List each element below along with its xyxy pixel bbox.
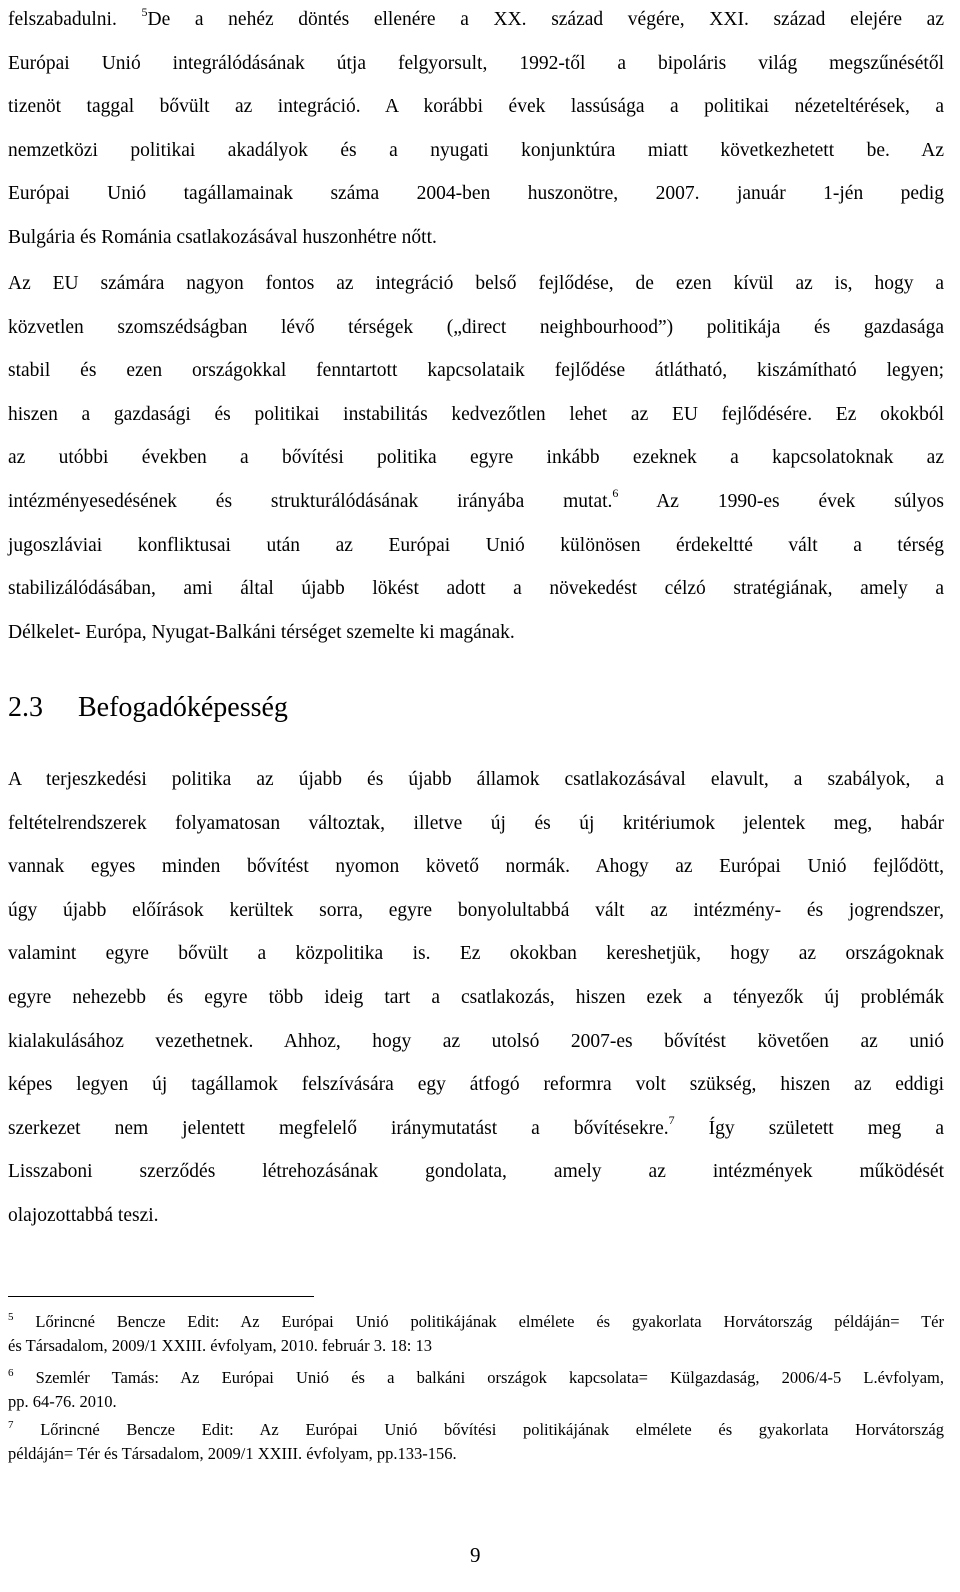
text-line: kialakulásához vezethetnek. Ahhoz, hogy az utolsó 2007-es bővítést követően az unió — [8, 1030, 944, 1052]
text-line: képes legyen új tagállamok felszívására egy átfogó reformra volt szükség, hiszen az eddigi — [8, 1074, 944, 1096]
section-title: Befogadóképesség — [78, 692, 288, 723]
text-line: közvetlen szomszédságban lévő térségek („direct neighbourhood”) politikája és gazdasága — [8, 316, 944, 338]
footnote-line: pp. 64-76. 2010. — [8, 1392, 117, 1411]
footnote-5 — [8, 1310, 944, 1358]
text-line: úgy újabb előírások kerültek sorra, egyre bonyolultabbá vált az intézmény- és jogrendszer, — [8, 899, 944, 921]
text-line: feltételrendszerek folyamatosan változtak, illetve új és új kritériumok jelentek meg, habár — [8, 812, 944, 834]
text-line: Délkelet- Európa, Nyugat-Balkáni térséget szemelte ki magának. — [8, 621, 515, 643]
text-line: egyre nehezebb és egyre több ideig tart a csatlakozás, hiszen ezek a tényezők új problémák — [8, 986, 944, 1008]
text-line: Európai Unió tagállamainak száma 2004-ben huszonötre, 2007. január 1-jén pedig — [8, 183, 944, 205]
footnote-line: $^5$ Lőrincné Bencze Edit: Az Európai Unió politikájának elmélete és gyakorlata Horvátország példáján= Tér — [8, 1310, 945, 1331]
page-number: 9 — [470, 1543, 481, 1567]
text-line: Lisszaboni szerződés létrehozásának gondolata, amely az intézmények működését — [8, 1161, 944, 1183]
text-line: tizenöt taggal bővült az integráció. A korábbi évek lassúsága a politikai nézeteltérések, a — [8, 96, 944, 118]
section-number: 2.3 — [8, 692, 43, 723]
paragraph-3 — [8, 758, 944, 1238]
footnote-number: 5 — [8, 1310, 14, 1323]
text-line: az utóbbi években a bővítési politika egyre inkább ezeknek a kapcsolatoknak az — [8, 447, 944, 469]
text-line: stabilizálódásában, ami által újabb lökést adott a növekedést célzó stratégiának, amely a — [8, 578, 944, 600]
text-line: A terjeszkedési politika az újabb és újabb államok csatlakozásával elavult, a szabályok, a — [8, 769, 944, 790]
footnote-6 — [8, 1366, 944, 1414]
footnote-line: és Társadalom, 2009/1 XXIII. évfolyam, 2010. február 3. 18: 13 — [8, 1336, 433, 1355]
text-line: valamint egyre bővült a közpolitika is. Ez okokban kereshetjük, hogy az országoknak — [8, 943, 944, 965]
footnote-number: 7 — [8, 1418, 14, 1431]
text-line: Bulgária és Románia csatlakozásával huszonhétre nőtt. — [8, 226, 437, 248]
paragraph-2 — [8, 262, 944, 654]
text-line: stabil és ezen országokkal fenntartott kapcsolataik fejlődése átlátható, kiszámítható legyen; — [8, 360, 944, 382]
text-line: intézményesedésének és strukturálódásának irányába mutat.$^6$ Az 1990-es évek súlyos — [8, 486, 944, 512]
footnote-line: $^6$ Szemlér Tamás: Az Európai Unió és a balkáni országok kapcsolata= Külgazdaság, 2006/4-5 L.évfolyam, — [8, 1366, 945, 1387]
footnote-ref-5[interactable]: 5 — [141, 4, 148, 19]
text-line: Európai Unió integrálódásának útja felgyorsult, 1992-től a bipoláris világ megszűnésétől — [8, 52, 944, 74]
text-line: vannak egyes minden bővítést nyomon követő normák. Ahogy az Európai Unió fejlődött, — [8, 856, 944, 878]
footnote-7 — [8, 1418, 944, 1466]
footnote-number: 6 — [8, 1366, 14, 1379]
footnote-line: $^7$ Lőrincné Bencze Edit: Az Európai Unió bővítési politikájának elmélete és gyakorlata Horvátország — [8, 1418, 944, 1439]
text-line: nemzetközi politikai akadályok és a nyugati konjunktúra miatt következhetett be. Az — [8, 139, 944, 161]
footnote-ref-7[interactable]: 7 — [668, 1113, 675, 1128]
footnote-separator — [8, 1296, 314, 1297]
paragraph-1 — [8, 0, 944, 260]
text-line: olajozottabbá teszi. — [8, 1204, 159, 1226]
text-line: szerkezet nem jelentett megfelelő iránymutatást a bővítésekre.$^7$ Így született meg a — [8, 1113, 944, 1139]
text-line: hiszen a gazdasági és politikai instabilitás kedvezőtlen lehet az EU fejlődésére. Ez okokból — [8, 403, 944, 425]
text-line: jugoszláviai konfliktusai után az Európai Unió különösen érdekeltté vált a térség — [8, 534, 944, 556]
text-line: Az EU számára nagyon fontos az integráció belső fejlődése, de ezen kívül az is, hogy a — [8, 273, 944, 294]
section-heading — [8, 688, 288, 728]
text-line: felszabadulni. $^5$De a nehéz döntés ellenére a XX. század végére, XXI. század elejére az — [8, 4, 944, 30]
footnote-ref-6[interactable]: 6 — [612, 486, 619, 501]
footnote-line: példáján= Tér és Társadalom, 2009/1 XXIII. évfolyam, pp.133-156. — [8, 1444, 457, 1463]
